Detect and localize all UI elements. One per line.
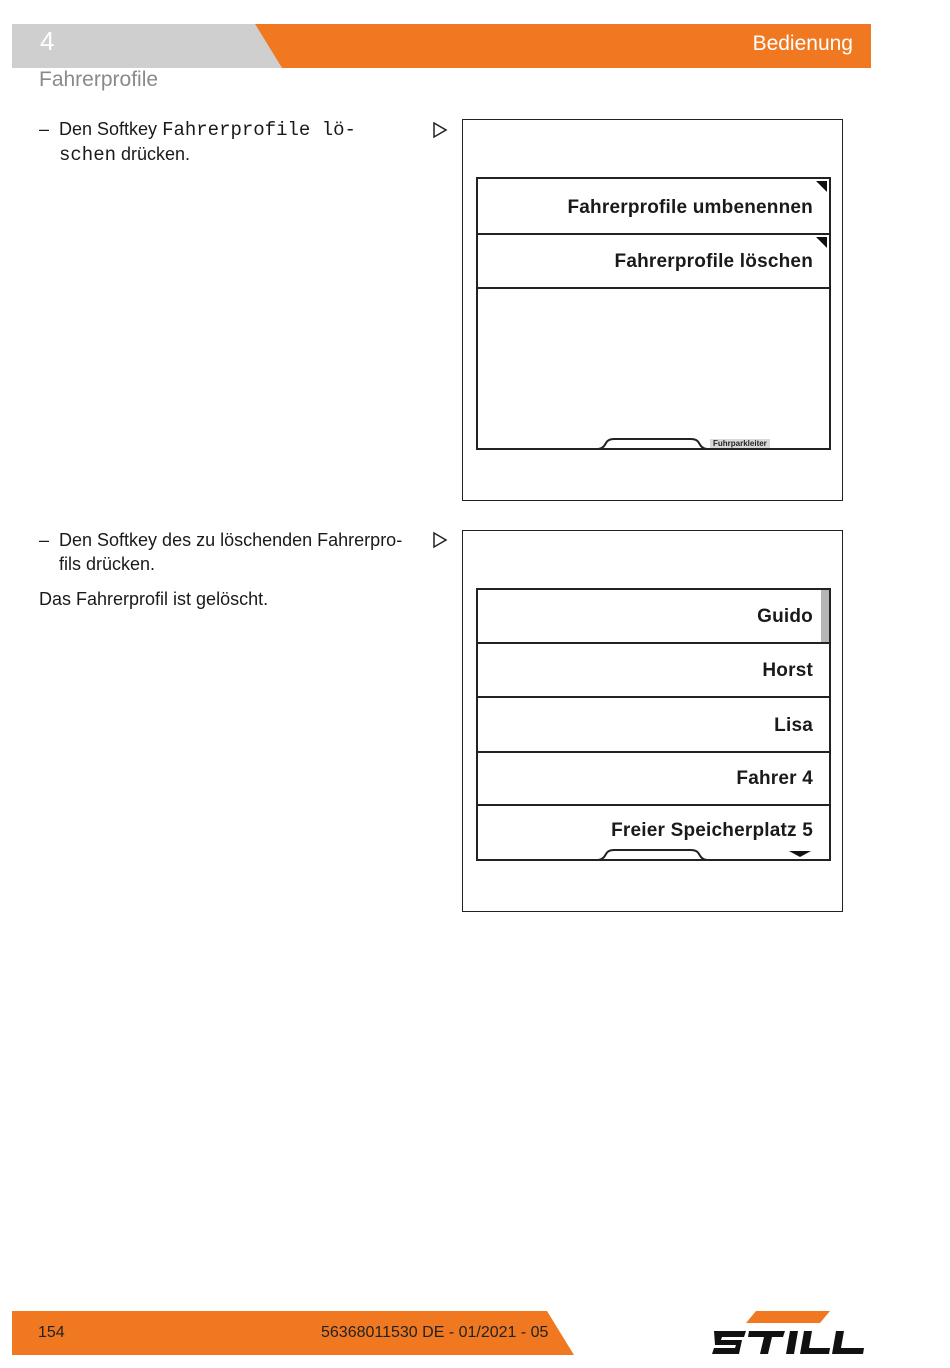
step-1-softkey-name: Fahrerprofile lö- schen [59, 119, 356, 166]
submenu-corner-icon [816, 181, 827, 192]
bottom-tab-shape [598, 849, 728, 861]
softkey-profile-driver-4[interactable] [478, 753, 829, 806]
triangle-right-outline-icon [432, 531, 448, 549]
chapter-header [12, 24, 871, 68]
document-id: 56368011530 DE - 01/2021 - 05 [321, 1324, 549, 1341]
softkey-label: Fahrerprofile umbenennen [567, 197, 813, 218]
list-dash: – [39, 119, 50, 139]
softkey-profile-horst[interactable] [478, 644, 829, 698]
header-band [12, 24, 871, 68]
softkey-rename-profiles[interactable] [478, 179, 829, 235]
submenu-corner-icon [816, 237, 827, 248]
list-dash: – [39, 530, 50, 550]
scrollbar-thumb[interactable] [821, 590, 829, 642]
step-1-text-after: drücken. [116, 144, 191, 164]
page-footer [12, 1311, 574, 1355]
chapter-title: Bedienung [752, 32, 853, 55]
step-1-text-before: Den Softkey [59, 119, 163, 139]
page-number: 154 [38, 1324, 65, 1341]
still-logo [712, 1310, 872, 1358]
triangle-right-outline-icon [432, 121, 448, 139]
tab-label-fleet-manager[interactable]: Fuhrparkleiter [710, 439, 770, 448]
softkey-label: Horst [762, 660, 813, 681]
softkey-panel-2 [476, 588, 831, 861]
softkey-profile-lisa[interactable] [478, 698, 829, 753]
softkey-profile-guido[interactable] [478, 590, 829, 644]
step-2 [39, 528, 424, 578]
display-screenshot-2 [462, 530, 843, 912]
bottom-tab-shape [598, 438, 728, 450]
result-text: Das Fahrerprofil ist gelöscht. [39, 589, 269, 609]
scroll-down-icon[interactable] [789, 851, 811, 857]
section-title: Fahrerprofile [39, 68, 159, 91]
step-2-text: Den Softkey des zu löschenden Fahrerpro- fils drücken. [59, 530, 403, 574]
chapter-number: 4 [40, 26, 55, 56]
softkey-label: Lisa [774, 715, 813, 736]
step-1-text [59, 117, 419, 167]
softkey-panel-1 [476, 177, 831, 450]
softkey-label: Guido [757, 606, 813, 627]
display-screenshot-1 [462, 119, 843, 501]
softkey-label: Freier Speicherplatz 5 [611, 820, 813, 841]
softkey-label: Fahrer 4 [736, 768, 813, 789]
softkey-label: Fahrerprofile löschen [614, 251, 813, 272]
softkey-delete-profiles[interactable] [478, 235, 829, 289]
